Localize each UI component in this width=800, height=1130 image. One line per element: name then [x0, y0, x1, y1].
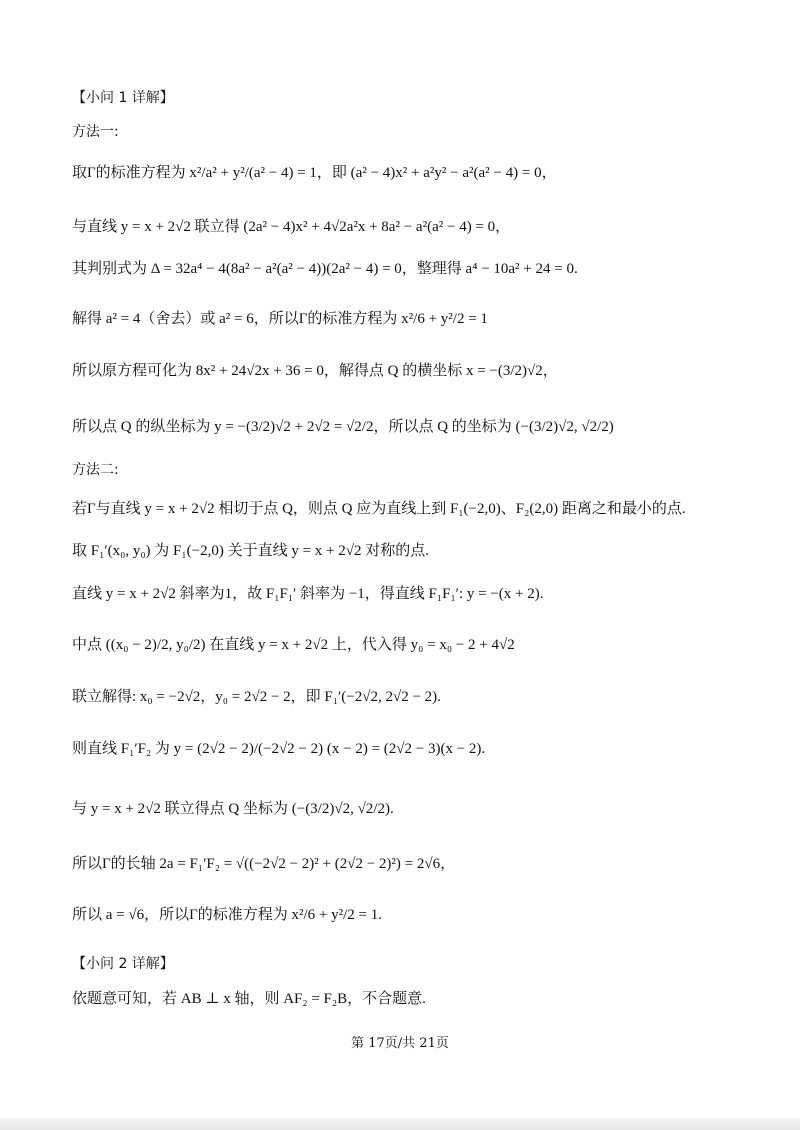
- method1-line-4: 解得 a² = 4（舍去）或 a² = 6，所以Γ的标准方程为 x²/6 + y²/2 = 1: [72, 311, 488, 327]
- method2-line-8: 所以Γ的长轴 2a = F₁′F₂ = √((−2√2 − 2)² + (2√2 − 2)²) = 2√6，: [72, 856, 456, 872]
- method2-line-9: 所以 a = √6，所以Γ的标准方程为 x²/6 + y²/2 = 1.: [72, 907, 383, 923]
- method1-line-6: 所以点 Q 的纵坐标为 y = −(3/2)√2 + 2√2 = √2/2，所以点 Q 的坐标为 (−(3/2)√2, √2/2): [72, 419, 614, 435]
- method1-line-1: 取Γ的标准方程为 x²/a² + y²/(a² − 4) = 1，即 (a² − 4)x² + a²y² − a²(a² − 4) = 0，: [72, 165, 557, 181]
- method2-line-7: 与 y = x + 2√2 联立得点 Q 坐标为 (−(3/2)√2, √2/2).: [72, 801, 394, 817]
- method2-line-4: 中点 ((x₀ − 2)/2, y₀/2) 在直线 y = x + 2√2 上，代入得 y₀ = x₀ − 2 + 4√2: [72, 637, 515, 653]
- page-bottom-edge: [0, 1118, 800, 1130]
- method2-label: 方法二:: [72, 462, 119, 478]
- part2-heading: 【小问 2 详解】: [72, 956, 174, 972]
- method1-line-2: 与直线 y = x + 2√2 联立得 (2a² − 4)x² + 4√2a²x + 8a² − a²(a² − 4) = 0，: [72, 219, 511, 235]
- method2-line-1: 若Γ与直线 y = x + 2√2 相切于点 Q，则点 Q 应为直线上到 F₁(−2,0)、F₂(2,0) 距离之和最小的点.: [72, 501, 686, 517]
- method2-line-3: 直线 y = x + 2√2 斜率为1，故 F₁F₁′ 斜率为 −1，得直线 F₁F₁′: y = −(x + 2).: [72, 586, 544, 602]
- method2-line-6: 则直线 F₁′F₂ 为 y = (2√2 − 2)/(−2√2 − 2) (x − 2) = (2√2 − 3)(x − 2).: [72, 741, 486, 757]
- method1-line-3: 其判别式为 Δ = 32a⁴ − 4(8a² − a²(a² − 4))(2a² − 4) = 0，整理得 a⁴ − 10a² + 24 = 0.: [72, 261, 578, 277]
- page-footer: 第 17页/共 21页: [351, 1036, 449, 1051]
- method2-line-5: 联立解得: x₀ = −2√2，y₀ = 2√2 − 2，即 F₁′(−2√2, 2√2 − 2).: [72, 689, 441, 705]
- part1-heading: 【小问 1 详解】: [72, 90, 174, 106]
- method2-line-2: 取 F₁′(x₀, y₀) 为 F₁(−2,0) 关于直线 y = x + 2√2 对称的点.: [72, 543, 429, 559]
- part2-line-1: 依题意可知，若 AB ⊥ x 轴，则 AF₂ = F₂B，不合题意.: [72, 991, 426, 1007]
- method1-line-5: 所以原方程可化为 8x² + 24√2x + 36 = 0，解得点 Q 的横坐标 x = −(3/2)√2，: [72, 363, 558, 379]
- method1-label: 方法一:: [72, 124, 119, 140]
